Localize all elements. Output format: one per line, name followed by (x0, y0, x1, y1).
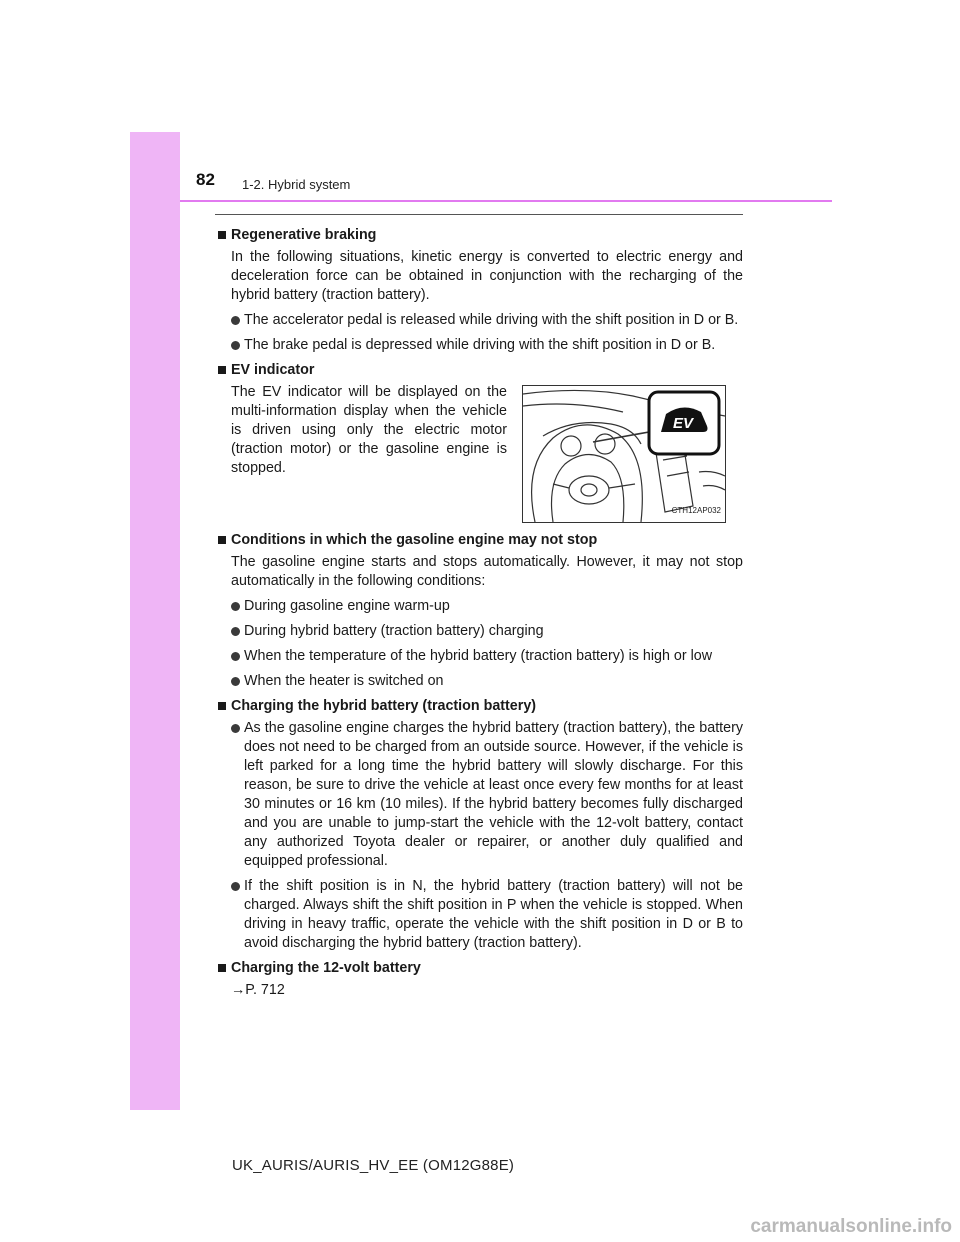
list-item (231, 672, 743, 691)
section-title: 1-2. Hybrid system (242, 177, 351, 192)
square-bullet-icon (218, 702, 226, 710)
list-item-text: The accelerator pedal is released while driving with the shift position in D or B. (244, 312, 739, 328)
list-item (231, 597, 743, 616)
list-item-text: During gasoline engine warm-up (244, 598, 450, 614)
list-item (231, 311, 743, 330)
heading-charging-12v-battery (217, 959, 743, 978)
list-item (231, 877, 743, 953)
ev-paragraph: The EV indicator will be displayed on the multi-information display when the vehicle is driven using only the electric motor (traction motor) or the gasoline engine is stopped. (231, 384, 507, 476)
heading-text: Regenerative braking (231, 227, 377, 243)
heading-engine-may-not-stop (217, 531, 743, 550)
list-item-text: If the shift position is in N, the hybrid battery (traction battery) will not be charged. Always shift the shift position in P when the vehicle is stopped. When driving in heavy traffic, operate the vehicle with the shift position in D or B to avoid discharging the hybrid battery (traction battery). (244, 878, 743, 951)
heading-ev-indicator (217, 361, 743, 380)
round-bullet-icon (231, 316, 240, 325)
list-item (231, 336, 743, 355)
heading-charging-hybrid-battery (217, 697, 743, 716)
square-bullet-icon (218, 964, 226, 972)
round-bullet-icon (231, 652, 240, 661)
square-bullet-icon (218, 536, 226, 544)
page-reference-link[interactable]: →P. 712 (231, 982, 285, 998)
square-bullet-icon (218, 231, 226, 239)
list-item-text: When the temperature of the hybrid battery (traction battery) is high or low (244, 648, 713, 664)
page-number: 82 (196, 170, 215, 189)
heading-text: Conditions in which the gasoline engine may not stop (231, 532, 598, 548)
header-rule (180, 200, 832, 202)
list-item (231, 647, 743, 666)
round-bullet-icon (231, 627, 240, 636)
heading-text: EV indicator (231, 362, 315, 378)
ev-indicator-icon: EV (672, 415, 694, 432)
list-item-text: The brake pedal is depressed while driving with the shift position in D or B. (244, 337, 716, 353)
content-rule (215, 214, 743, 215)
list-item (231, 622, 743, 641)
heading-text: Charging the hybrid battery (traction battery) (231, 698, 537, 714)
watermark-text: carmanualsonline.info (750, 1216, 952, 1237)
square-bullet-icon (218, 366, 226, 374)
heading-regenerative-braking (217, 226, 743, 245)
round-bullet-icon (231, 882, 240, 891)
round-bullet-icon (231, 341, 240, 350)
document-code: UK_AURIS/AURIS_HV_EE (OM12G88E) (232, 1157, 515, 1174)
round-bullet-icon (231, 602, 240, 611)
list-item (231, 719, 743, 871)
heading-text: Charging the 12-volt battery (231, 960, 421, 976)
dashboard-illustration (522, 385, 726, 523)
list-item-text: When the heater is switched on (244, 673, 444, 689)
side-tab-band (130, 132, 180, 1110)
ev-indicator-block (231, 383, 743, 523)
list-item-text: During hybrid battery (traction battery) charging (244, 623, 544, 639)
page-content (217, 220, 743, 1006)
conditions-paragraph: The gasoline engine starts and stops automatically. However, it may not stop automatically in the following conditions: (231, 554, 743, 589)
list-item-text: As the gasoline engine charges the hybrid battery (traction battery), the battery does not need to be charged from an outside source. However, if the vehicle is left parked for a long time the hybrid battery will slowly discharge. For this reason, be sure to drive the vehicle at least once every few months for at least 30 minutes or 16 km (10 miles). If the hybrid battery becomes fully discharged and you are unable to jump-start the vehicle with the 12-volt battery, contact any authorized Toyota dealer or repairer, or another duly qualified and equipped professional. (244, 720, 743, 869)
illustration-code: CTH12AP032 (671, 506, 721, 515)
regen-paragraph: In the following situations, kinetic energy is converted to electric energy and deceleration force can be obtained in conjunction with the recharging of the hybrid battery (traction battery). (231, 249, 743, 303)
round-bullet-icon (231, 677, 240, 686)
round-bullet-icon (231, 724, 240, 733)
